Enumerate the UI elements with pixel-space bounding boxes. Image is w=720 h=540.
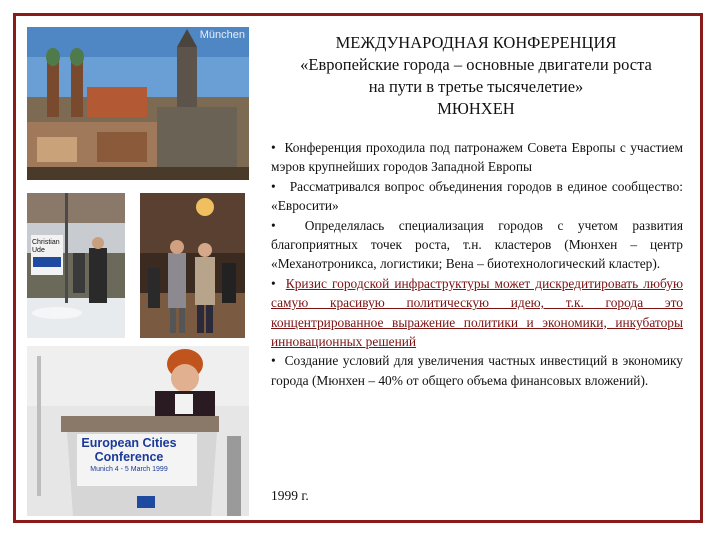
title-line-1: МЕЖДУНАРОДНАЯ КОНФЕРЕНЦИЯ	[335, 33, 617, 52]
bullet-text: Создание условий для увеличения частных инвестиций в экономику города (Мюнхен – 40% от общего объема финансовых вложений).	[271, 353, 683, 388]
podium-line3: Munich 4 - 5 March 1999	[90, 466, 168, 473]
bullet-item	[271, 216, 683, 274]
title-line-4: МЮНХЕН	[437, 99, 515, 118]
bullet-list	[271, 138, 683, 390]
city-caption: München	[199, 29, 245, 41]
bullet-item	[271, 274, 683, 352]
bullet-text: Конференция проходила под патронажем Совета Европы с участием мэров крупнейших городов Западной Европы	[271, 140, 683, 175]
bullet-item	[271, 138, 683, 177]
bullet-item	[271, 351, 683, 390]
bullet-marker: •	[271, 275, 276, 291]
bullet-marker: •	[271, 178, 276, 194]
bullet-text-underlined: Кризис городской инфраструктуры может дискредитировать любую самую красивую политическую идею, т.к. города это концентрированное выражение политики и экономики, инкубаторы инновационных решений	[271, 275, 683, 350]
munich-city-photo	[27, 27, 249, 180]
poster-caption: Christian Ude	[32, 239, 60, 254]
bullet-marker: •	[271, 353, 276, 369]
bullet-text: Определялась специализация городов с учетом развития благоприятных точек роста, т.н. кластеров (Мюнхен – центр «Механотроникса, логистики; Вена – биотехнологический кластер).	[271, 217, 683, 272]
bullet-text: Рассматривался вопрос объединения городов в единое сообщество: «Евросити»	[271, 178, 684, 214]
bullet-item	[271, 177, 683, 216]
speaker-podium-photo	[27, 346, 249, 516]
podium-line2: Conference	[94, 450, 164, 464]
title-line-2: «Европейские города – основные двигатели роста	[300, 55, 652, 74]
street-poster-photo	[27, 193, 125, 338]
year-label: 1999 г.	[271, 488, 309, 503]
bullet-marker: •	[271, 217, 276, 233]
conference-title	[252, 32, 700, 120]
bullet-marker: •	[271, 140, 276, 155]
delegates-photo	[140, 193, 245, 338]
podium-line1: European Cities	[81, 436, 177, 450]
title-line-3: на пути в третье тысячелетие»	[368, 77, 584, 96]
